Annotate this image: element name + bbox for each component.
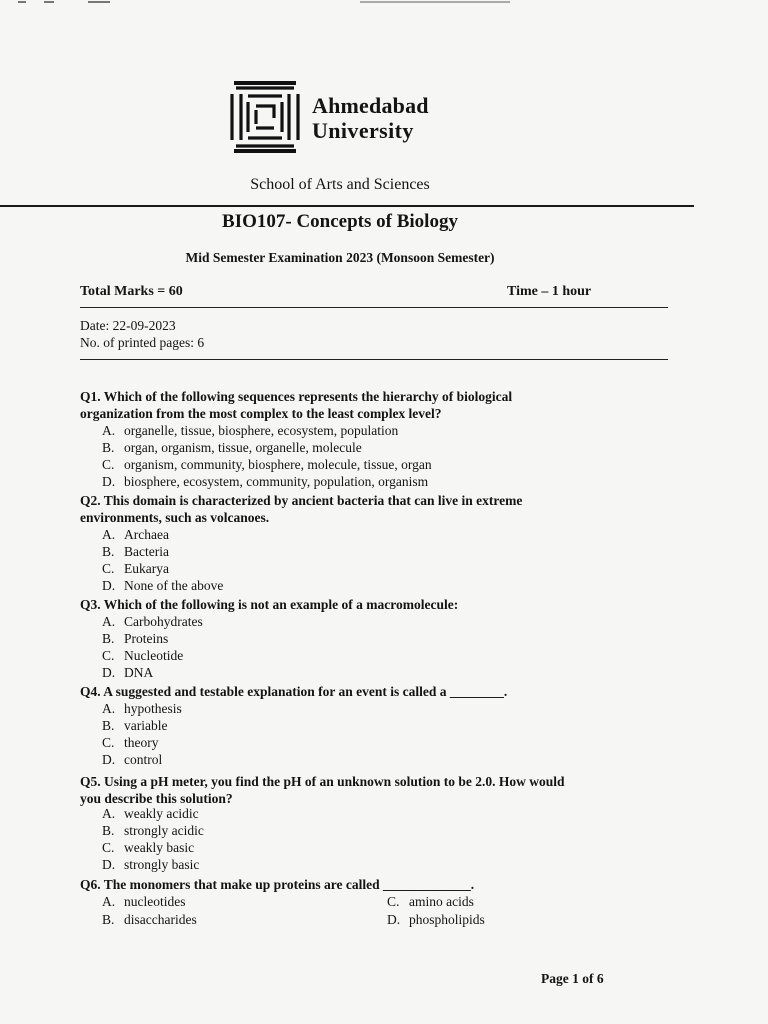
question-6-stem [80, 876, 640, 893]
option-text: disaccharides [124, 912, 197, 927]
option-letter: B. [102, 631, 115, 646]
question-1-option-a [102, 422, 398, 439]
option-letter: A. [102, 527, 116, 542]
option-text: amino acids [409, 894, 474, 909]
question-6-option-d [387, 911, 485, 928]
school-name: School of Arts and Sciences [250, 176, 430, 193]
question-2-option-a [102, 526, 169, 543]
question-5-option-d [102, 856, 199, 873]
question-4-option-c [102, 734, 159, 751]
option-letter: D. [102, 578, 116, 593]
option-text: organelle, tissue, biosphere, ecosystem, population [124, 423, 399, 438]
question-4-option-b [102, 717, 167, 734]
question-1-stem [80, 388, 640, 422]
option-text: Nucleotide [124, 648, 184, 663]
option-text: Bacteria [124, 544, 169, 559]
option-letter: B. [102, 912, 115, 927]
option-text: weakly basic [124, 840, 195, 855]
question-4-stem [80, 683, 640, 700]
question-stem-line: environments, such as volcanoes. [80, 510, 270, 525]
option-text: phospholipids [409, 912, 485, 927]
question-5-option-c [102, 839, 194, 856]
option-text: control [124, 752, 163, 767]
option-letter: D. [387, 912, 401, 927]
question-3-option-a [102, 613, 203, 630]
question-5-option-b [102, 822, 204, 839]
option-text: DNA [124, 665, 154, 680]
option-letter: D. [102, 857, 116, 872]
divider [80, 359, 668, 360]
question-3-option-d [102, 664, 153, 681]
exam-date: Date: 22-09-2023 [80, 318, 176, 333]
printed-pages: No. of printed pages: 6 [80, 335, 205, 350]
option-text: Archaea [124, 527, 169, 542]
page-number: Page 1 of 6 [541, 971, 604, 986]
divider [0, 205, 694, 207]
question-5-stem [80, 773, 640, 807]
question-4-option-d [102, 751, 162, 768]
question-stem-line: Q4. A suggested and testable explanation for an event is called a ________. [80, 684, 508, 699]
option-letter: D. [102, 665, 116, 680]
question-stem-line: Q3. Which of the following is not an example of a macromolecule: [80, 597, 459, 612]
option-text: hypothesis [124, 701, 182, 716]
option-letter: B. [102, 823, 115, 838]
option-text: nucleotides [124, 894, 186, 909]
university-name-line1: Ahmedabad [312, 93, 429, 118]
question-stem-line: Q6. The monomers that make up proteins are called _____________. [80, 877, 475, 892]
option-text: strongly acidic [124, 823, 204, 838]
question-3-stem [80, 596, 640, 613]
scan-artifact [0, 0, 768, 6]
option-letter: A. [102, 701, 116, 716]
question-1-option-d [102, 473, 428, 490]
option-letter: A. [102, 894, 116, 909]
option-text: Proteins [124, 631, 169, 646]
option-text: theory [124, 735, 159, 750]
exam-duration: Time – 1 hour [507, 284, 592, 299]
question-stem-line: Q2. This domain is characterized by ancient bacteria that can live in extreme [80, 493, 523, 508]
option-letter: C. [102, 648, 115, 663]
option-letter: C. [102, 735, 115, 750]
option-letter: D. [102, 474, 116, 489]
question-2-stem [80, 492, 640, 526]
question-6-option-b [102, 911, 197, 928]
option-text: organ, organism, tissue, organelle, molecule [124, 440, 362, 455]
university-logo-icon [230, 80, 300, 154]
option-text: variable [124, 718, 168, 733]
university-name-line2: University [312, 118, 414, 143]
question-stem-line: Q1. Which of the following sequences represents the hierarchy of biological [80, 389, 513, 404]
question-stem-line: Q5. Using a pH meter, you find the pH of an unknown solution to be 2.0. How would [80, 774, 565, 789]
option-letter: C. [387, 894, 400, 909]
question-stem-line: you describe this solution? [80, 791, 233, 806]
question-2-option-b [102, 543, 169, 560]
option-letter: B. [102, 440, 115, 455]
option-text: organism, community, biosphere, molecule, tissue, organ [124, 457, 432, 472]
exam-title: Mid Semester Examination 2023 (Monsoon Semester) [185, 250, 495, 265]
question-1-option-c [102, 456, 432, 473]
course-title: BIO107- Concepts of Biology [222, 211, 458, 232]
question-2-option-c [102, 560, 169, 577]
divider [80, 307, 668, 308]
option-letter: C. [102, 457, 115, 472]
option-letter: A. [102, 806, 116, 821]
option-letter: B. [102, 544, 115, 559]
option-text: None of the above [124, 578, 224, 593]
option-letter: B. [102, 718, 115, 733]
question-6-option-c [387, 893, 474, 910]
question-2-option-d [102, 577, 223, 594]
total-marks: Total Marks = 60 [80, 284, 183, 299]
question-1-option-b [102, 439, 362, 456]
question-3-option-b [102, 630, 168, 647]
question-4-option-a [102, 700, 182, 717]
option-letter: A. [102, 614, 116, 629]
option-text: biosphere, ecosystem, community, population, organism [124, 474, 429, 489]
question-3-option-c [102, 647, 183, 664]
question-6-option-a [102, 893, 185, 910]
option-text: Carbohydrates [124, 614, 203, 629]
question-stem-line: organization from the most complex to the least complex level? [80, 406, 442, 421]
option-text: Eukarya [124, 561, 169, 576]
option-letter: C. [102, 840, 115, 855]
option-text: weakly acidic [124, 806, 199, 821]
option-letter: A. [102, 423, 116, 438]
option-letter: C. [102, 561, 115, 576]
question-5-option-a [102, 805, 199, 822]
option-letter: D. [102, 752, 116, 767]
option-text: strongly basic [124, 857, 200, 872]
